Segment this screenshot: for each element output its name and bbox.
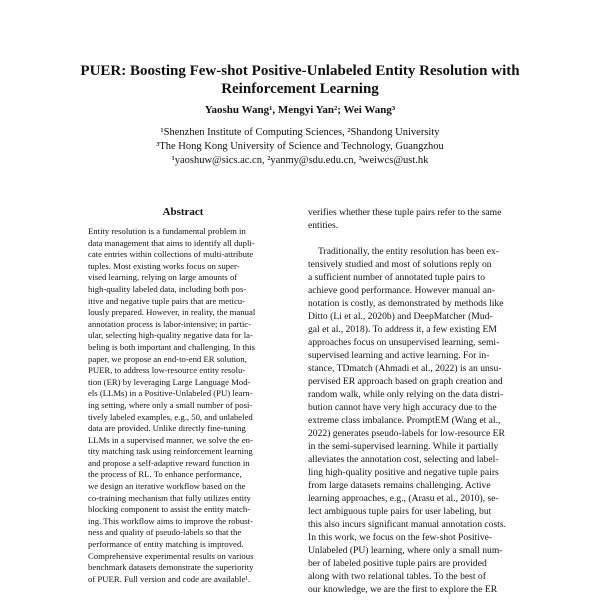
text-line: annotation process is labor-intensive; in partic-	[88, 318, 252, 329]
text-line: beling is both important and challenging. In this	[88, 341, 255, 352]
text-line: ber of labeled positive tuple pairs are provided	[308, 558, 487, 569]
text-line: tensively studied and most of solutions reply on	[308, 259, 492, 270]
text-line: entities.	[308, 220, 339, 231]
text-line: stance, TDmatch (Ahmadi et al., 2022) is an unsu-	[308, 363, 502, 374]
text-line: tity matching task using reinforcement learning	[88, 446, 253, 457]
text-line: ling high-quality positive and negative tuple pairs	[308, 467, 499, 478]
email-line: ¹yaoshuw@sics.ac.cn, ²yanmy@sdu.edu.cn, ³weiwcs@ust.hk	[171, 155, 429, 166]
text-line: els (LLMs) in a Positive-Unlabeled (PU) learn-	[88, 388, 253, 399]
text-line: we design an iterative workflow based on the	[88, 481, 246, 492]
text-line: Comprehensive experimental results on various	[88, 550, 254, 561]
text-line: bution cannot have very high accuracy due to the	[308, 402, 497, 413]
text-line: lect ambiguous tuple pairs for user labeling, but	[308, 506, 492, 517]
text-line: data management that aims to identify all dupli-	[88, 237, 255, 248]
text-line: our knowledge, we are the first to explore the ER	[308, 584, 498, 595]
text-line: data are provided. Unlike directly fine-tuning	[88, 423, 246, 434]
text-line: cate entries within collections of multi-attribute	[88, 249, 254, 260]
text-line: itive and negative tuple pairs that are meticu-	[88, 295, 246, 306]
abstract-body	[88, 226, 278, 585]
paper-title	[40, 62, 560, 98]
text-line: lously prepared. However, in reality, the manual	[88, 307, 256, 318]
text-line: benchmark datasets demonstrate the superiority	[88, 562, 254, 573]
text-line: supervised learning and active learning. For in-	[308, 350, 490, 361]
text-line: pervised ER approach based on graph creation and	[308, 376, 503, 387]
body-paragraph	[308, 245, 530, 596]
text-line: PUER, to address low-resource entity resolu-	[88, 365, 246, 376]
text-line: performance of entity matching is improved.	[88, 539, 244, 550]
text-line: of PUER. Full version and code are available¹.	[88, 573, 251, 584]
text-line: 2022) generates pseudo-labels for low-resource ER	[308, 428, 505, 439]
text-line: Ditto (Li et al., 2020b) and DeepMatcher (Mud-	[308, 311, 493, 322]
text-line: tuples. Most existing works focus on super-	[88, 260, 240, 271]
author-list: Yaoshu Wang¹, Mengyi Yan²; Wei Wang³	[204, 104, 396, 116]
text-line: Traditionally, the entity resolution has been ex-	[318, 246, 500, 257]
text-line: extreme class imbalance. PromptEM (Wang et al.,	[308, 415, 501, 426]
text-line: In this work, we focus on the few-shot Positive-	[308, 532, 493, 543]
text-line: vised learning, relying on large amounts of	[88, 272, 238, 283]
text-line: ular, selecting high-quality negative data for la-	[88, 330, 253, 341]
affiliations	[40, 126, 560, 168]
text-line: the process of RL. To enhance performance,	[88, 469, 242, 480]
text-line: verifies whether these tuple pairs refer to the same	[308, 207, 502, 218]
text-line: along with two relational tables. To the best of	[308, 571, 486, 582]
title-line: Reinforcement Learning	[221, 81, 379, 97]
text-line: a sufficient number of annotated tuple pairs to	[308, 272, 485, 283]
right-column	[308, 206, 530, 596]
text-line: co-training mechanism that fully utilizes entity	[88, 492, 251, 503]
text-line: tion (ER) by leveraging Large Language Mod-	[88, 376, 251, 387]
affiliation-line: ¹Shenzhen Institute of Computing Sciences, ²Shandong University	[160, 127, 440, 138]
title-line: PUER: Boosting Few-shot Positive-Unlabeled Entity Resolution with	[80, 63, 520, 79]
text-line: blocking component to assist the entity match-	[88, 504, 251, 515]
text-line: ing setting, where only a small number of posi-	[88, 399, 253, 410]
text-line: paper, we propose an end-to-end ER solution,	[88, 353, 247, 364]
text-line: random walk, while only relying on the data distri-	[308, 389, 504, 400]
text-line: approaches focus on unsupervised learning, semi-	[308, 337, 500, 348]
text-line: high-quality labeled data, including both pos-	[88, 283, 247, 294]
text-line: in the semi-supervised learning. While it partially	[308, 441, 499, 452]
text-line: tively labeled examples, e.g., 50, and unlabeled	[88, 411, 253, 422]
text-line: from large datasets remains challenging. Active	[308, 480, 491, 491]
body-paragraph	[308, 206, 530, 232]
abstract-heading: Abstract	[162, 206, 204, 218]
text-line: this also incurs significant manual annotation costs.	[308, 519, 506, 530]
text-line: LLMs in a supervised manner, we solve the en-	[88, 434, 253, 445]
text-line: ness and quality of pseudo-labels so that the	[88, 527, 242, 538]
text-line: ing. This workflow aims to improve the robust-	[88, 515, 253, 526]
text-line: gal et al., 2018). To address it, a few existing EM	[308, 324, 497, 335]
paragraph-gap	[308, 232, 530, 245]
text-line: Unlabeled (PU) learning, where only a small num-	[308, 545, 503, 556]
text-line: notation is costly, as demonstrated by methods like	[308, 298, 504, 309]
affiliation-line: ³The Hong Kong University of Science and Technology, Guangzhou	[156, 141, 444, 152]
text-line: alleviates the annotation cost, selecting and label-	[308, 454, 499, 465]
text-line: and propose a self-adaptive reward function in	[88, 457, 250, 468]
text-line: learning approaches, e.g., (Arasu et al., 2010), se-	[308, 493, 499, 504]
text-line: Entity resolution is a fundamental problem in	[88, 226, 246, 236]
text-line: achieve good performance. However manual an-	[308, 285, 495, 296]
